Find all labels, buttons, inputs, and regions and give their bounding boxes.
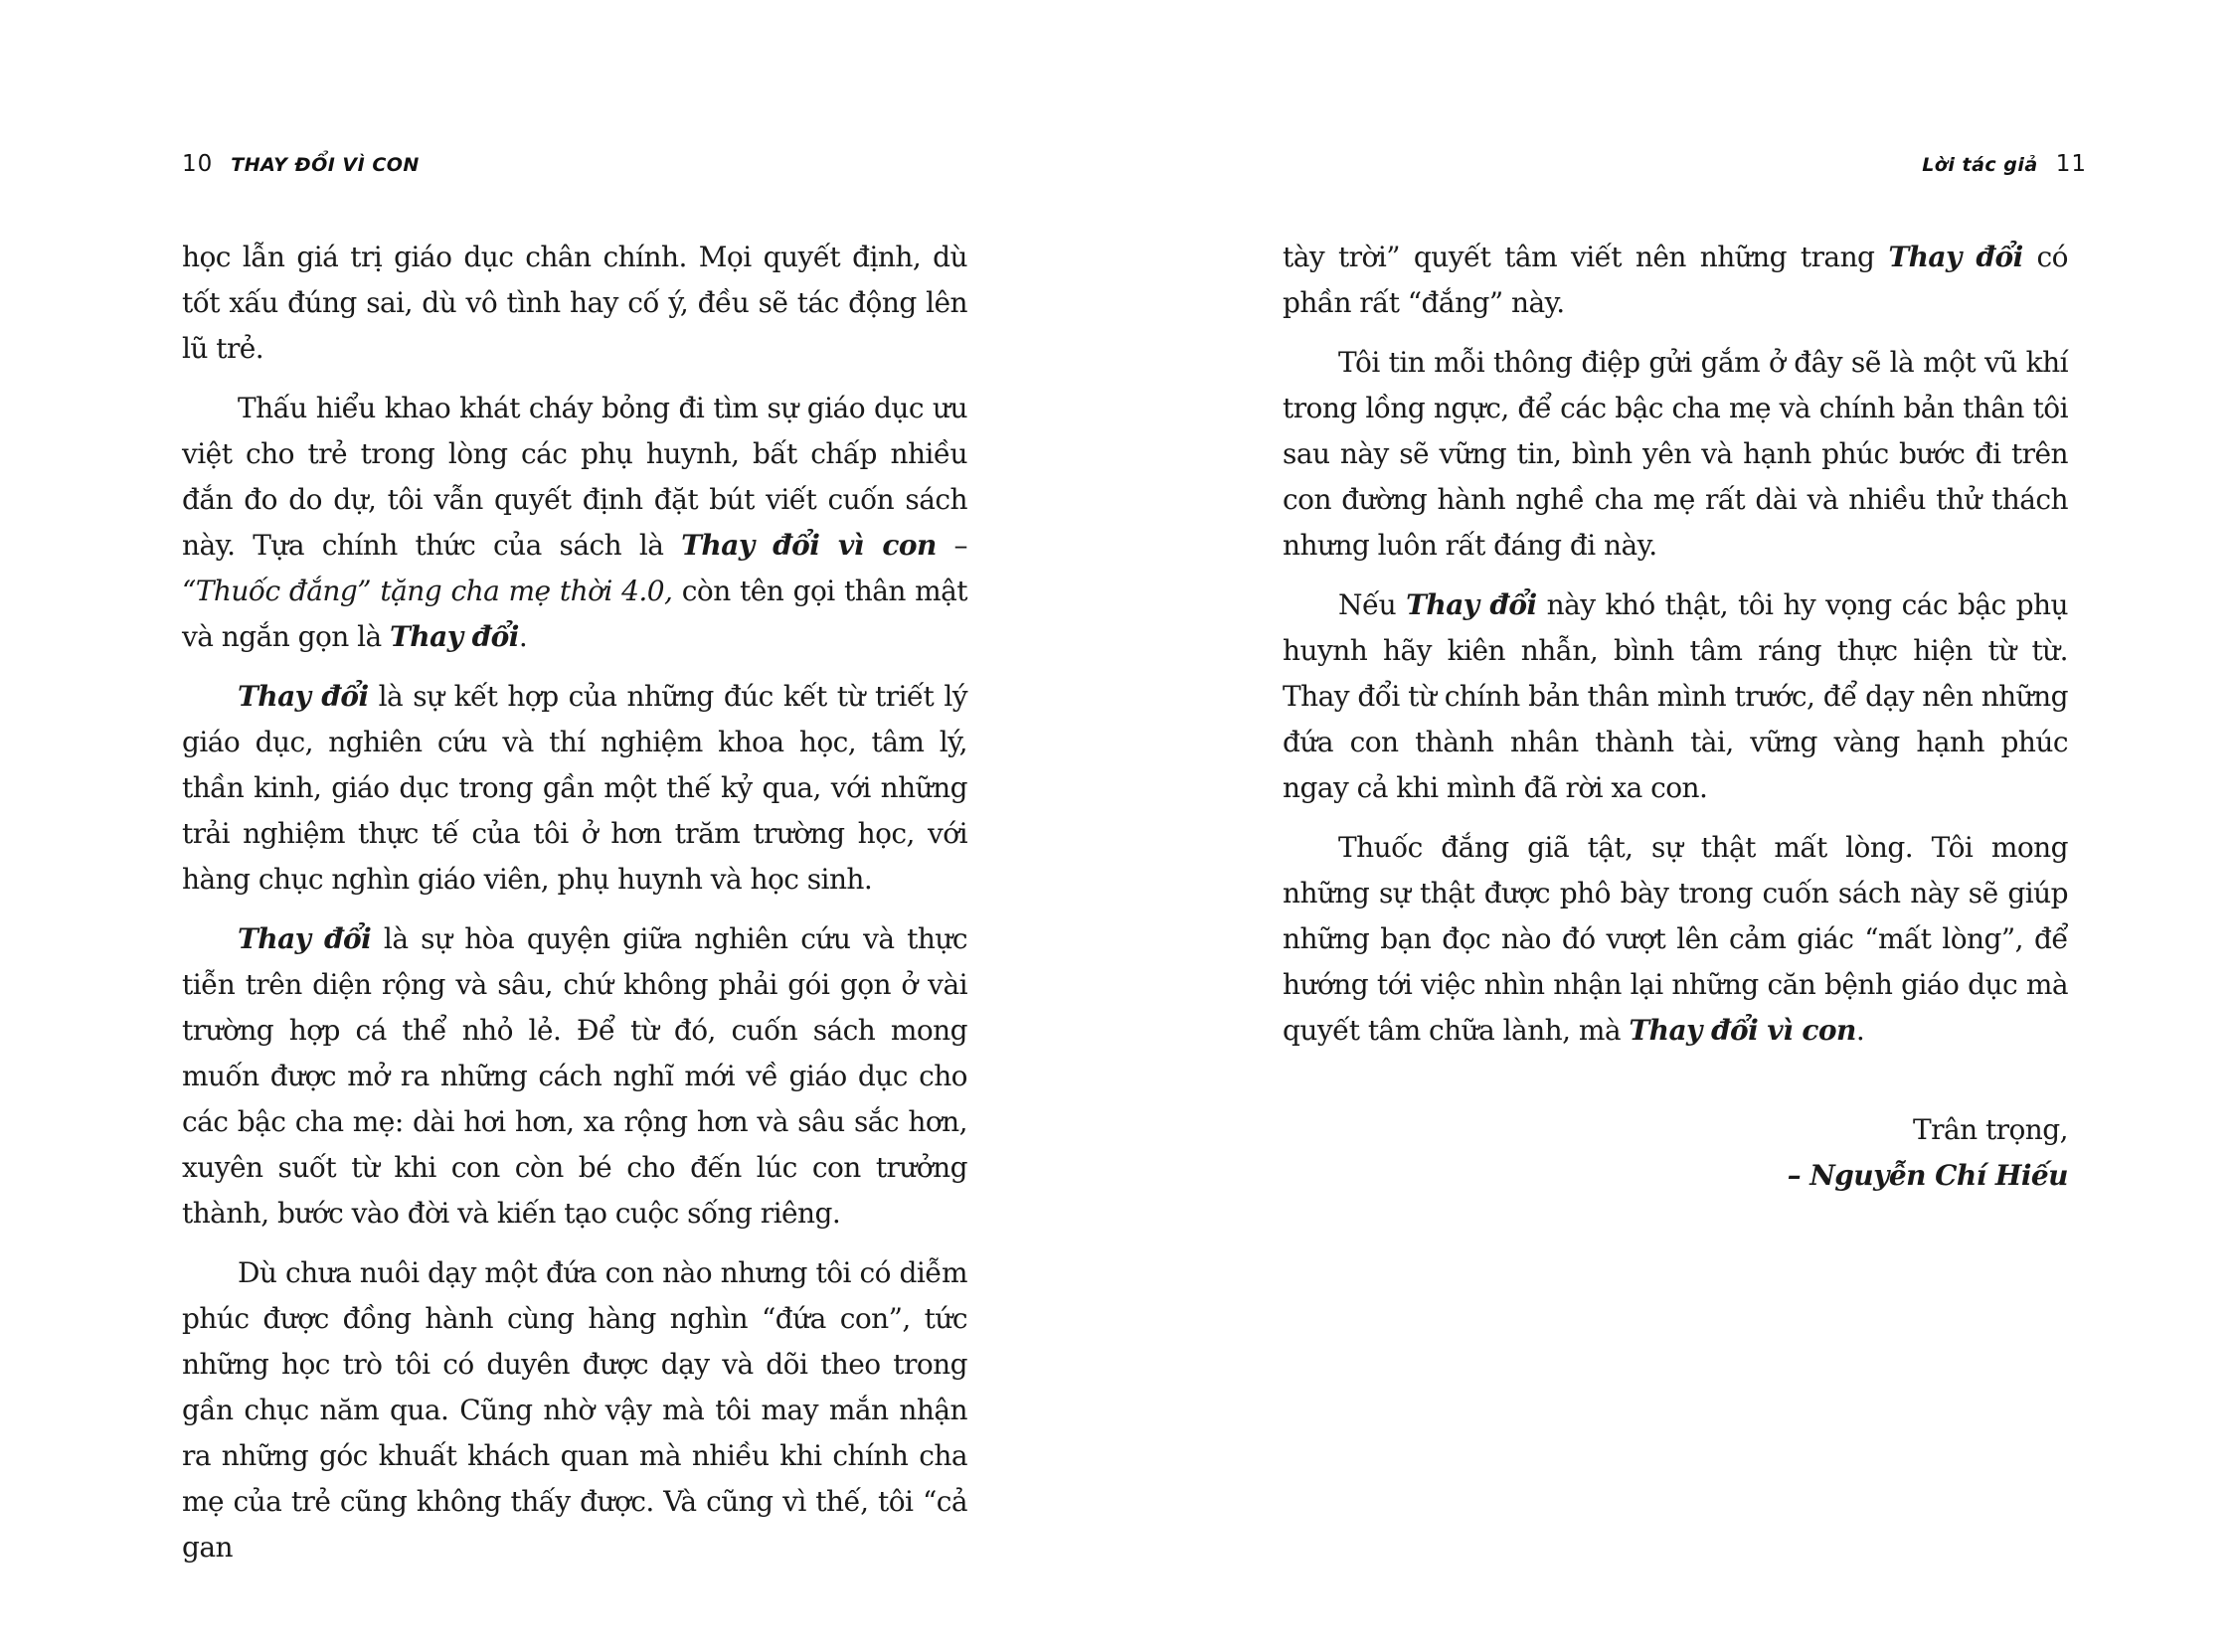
paragraph: Tôi tin mỗi thông điệp gửi gắm ở đây sẽ là một vũ khí trong lồng ngực, để các bậc cha mẹ và chính bản thân tôi sau này sẽ vững tin, bình yên và hạnh phúc bước đi trên con đường hành nghề cha mẹ rất dài và nhiều thử thách nhưng luôn rất đáng đi này. <box>1283 346 2068 562</box>
short-title-emphasis: Thay đổi <box>1406 588 1537 621</box>
right-page-body <box>1283 235 2068 1199</box>
paragraph: học lẫn giá trị giáo dục chân chính. Mọi quyết định, dù tốt xấu đúng sai, dù vô tình hay cố ý, đều sẽ tác động lên lũ trẻ. <box>182 241 967 365</box>
page-number: 10 <box>182 151 214 177</box>
short-title-emphasis: Thay đổi <box>390 620 519 653</box>
paragraph: Dù chưa nuôi dạy một đứa con nào nhưng tôi có diễm phúc được đồng hành cùng hàng nghìn “đứa con”, tức những học trò tôi có duyên được dạy và dõi theo trong gần chục năm qua. Cũng nhờ vậy mà tôi may mắn nhận ra những góc khuất khách quan mà nhiều khi chính cha mẹ của trẻ cũng không thấy được. Và cũng vì thế, tôi “cả gan <box>182 1256 967 1564</box>
paragraph: Thuốc đắng giã tật, sự thật mất lòng. Tôi mong những sự thật được phô bày trong cuốn sách này sẽ giúp những bạn đọc nào đó vượt lên cảm giác “mất lòng”, để hướng tới việc nhìn nhận lại những căn bệnh giáo dục mà quyết tâm chữa lành, mà Thay đổi vì con. <box>1283 831 2068 1047</box>
paragraph: Nếu Thay đổi này khó thật, tôi hy vọng các bậc phụ huynh hãy kiên nhẫn, bình tâm ráng thực hiện từ từ. Thay đổi từ chính bản thân mình trước, để dạy nên những đứa con thành nhân thành tài, vững vàng hạnh phúc ngay cả khi mình đã rời xa con. <box>1283 588 2068 804</box>
author-name: – Nguyễn Chí Hiếu <box>1787 1159 2068 1192</box>
paragraph: Thay đổi là sự kết hợp của những đúc kết từ triết lý giáo dục, nghiên cứu và thí nghiệm khoa học, tâm lý, thần kinh, giáo dục trong gần một thế kỷ qua, với những trải nghiệm thực tế của tôi ở hơn trăm trường học, với hàng chục nghìn giáo viên, phụ huynh và học sinh. <box>182 680 967 896</box>
paragraph: Thấu hiểu khao khát cháy bỏng đi tìm sự giáo dục ưu việt cho trẻ trong lòng các phụ huynh, bất chấp nhiều đắn đo do dự, tôi vẫn quyết định đặt bút viết cuốn sách này. Tựa chính thức của sách là Thay đổi vì con – “Thuốc đắng” tặng cha mẹ thời 4.0, còn tên gọi thân mật và ngắn gọn là Thay đổi. <box>182 392 968 653</box>
paragraph: tày trời” quyết tâm viết nên những trang Thay đổi có phần rất “đắng” này. <box>1283 241 2068 319</box>
short-title-emphasis: Thay đổi <box>238 680 369 713</box>
short-title-emphasis: Thay đổi <box>238 922 372 955</box>
paragraph: Thay đổi là sự hòa quyện giữa nghiên cứu và thực tiễn trên diện rộng và sâu, chứ không phải gói gọn ở vài trường hợp cá thể nhỏ lẻ. Để từ đó, cuốn sách mong muốn được mở ra những cách nghĩ mới về giáo dục cho các bậc cha mẹ: dài hơi hơn, xa rộng hơn và sâu sắc hơn, xuyên suốt từ khi con còn bé cho đến lúc con trưởng thành, bước vào đời và kiến tạo cuộc sống riêng. <box>182 922 967 1230</box>
book-title: THAY ĐỔI VÌ CON <box>231 154 420 176</box>
subtitle-emphasis: “Thuốc đắng” tặng cha mẹ thời 4.0, <box>182 575 673 607</box>
book-title-emphasis: Thay đổi vì con <box>1629 1014 1856 1047</box>
section-title: Lời tác giả <box>1922 154 2038 176</box>
signoff <box>1283 1107 2068 1199</box>
closing-text: Trân trọng, <box>1913 1113 2068 1146</box>
short-title-emphasis: Thay đổi <box>1888 241 2023 273</box>
page-number: 11 <box>2055 151 2087 177</box>
book-title-emphasis: Thay đổi vì con <box>681 529 937 562</box>
left-page-header <box>182 147 420 182</box>
right-page-header <box>1922 147 2087 182</box>
left-page-body <box>182 235 967 1584</box>
